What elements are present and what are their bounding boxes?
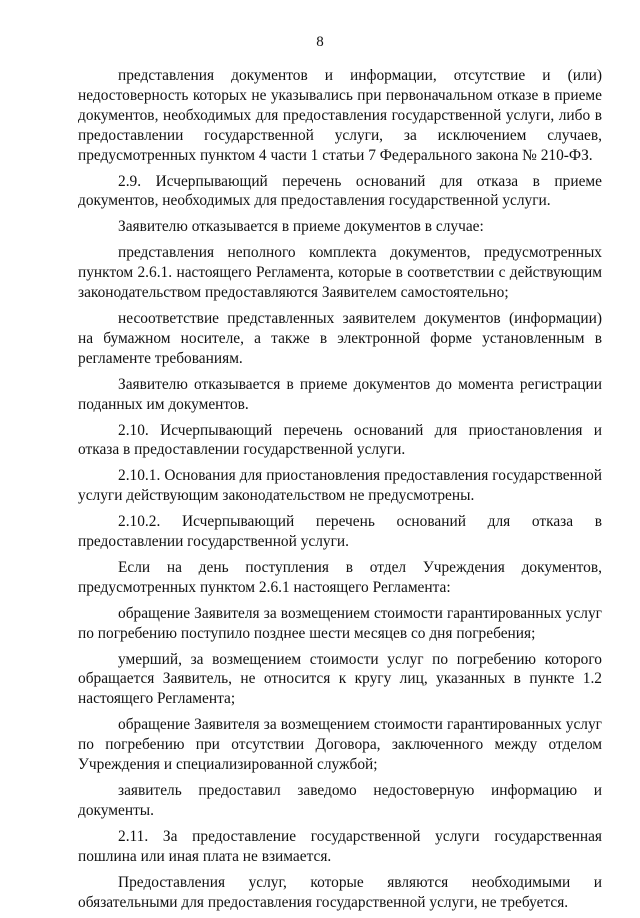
paragraph: заявитель предоставил заведомо недостоверную информацию и документы. — [78, 782, 602, 819]
paragraph: Предоставления услуг, которые являются необходимыми и обязательными для предоставления государственной услуги, не требуется. — [78, 873, 602, 911]
paragraph: несоответствие представленных заявителем документов (информации) на бумажном носителе, а также в электронной форме установленным в регламенте требованиям. — [78, 309, 602, 367]
paragraph: обращение Заявителя за возмещением стоимости гарантированных услуг по погребению при отсутствии Договора, заключенного между отделом Учреждения и специализированной службой; — [78, 716, 602, 774]
paragraph: Заявителю отказывается в приеме документов до момента регистрации поданных им документов. — [78, 375, 602, 413]
paragraph: 2.10.2. Исчерпывающий перечень оснований для отказа в предоставлении государственной услуги. — [78, 513, 602, 551]
paragraph: Если на день поступления в отдел Учреждения документов, предусмотренных пунктом 2.6.1 настоящего Регламента: — [78, 558, 602, 596]
paragraph: 2.9. Исчерпывающий перечень оснований для отказа в приеме документов, необходимых для предоставления государственной услуги. — [78, 172, 602, 210]
paragraph: Заявителю отказывается в приеме документов в случае: — [118, 218, 484, 236]
paragraph: умерший, за возмещением стоимости услуг по погребению которого обращается Заявитель, не относится к кругу лиц, указанных в пункте 1.2 настоящего Регламента; — [78, 650, 602, 708]
paragraph: 2.10.1. Основания для приостановления предоставления государственной услуги действующим законодательством не предусмотрены. — [78, 467, 602, 505]
paragraph: 2.10. Исчерпывающий перечень оснований для приостановления и отказа в предоставлении государственной услуги. — [78, 421, 602, 459]
paragraph: обращение Заявителя за возмещением стоимости гарантированных услуг по погребению поступило позднее шести месяцев со дня погребения; — [78, 604, 602, 642]
paragraph: представления документов и информации, отсутствие и (или) недостоверность которых не указывались при первоначальном отказе в приеме документов, необходимых для предоставления государственной услуги, либо в предоставлении государственной услуги, за исключением случаев, предусмотренных пунктом 4 части 1 статьи 7 Федерального закона № 210-ФЗ. — [78, 67, 602, 164]
paragraph: 2.11. За предоставление государственной услуги государственная пошлина или иная плата не взимается. — [78, 827, 602, 865]
document-body — [78, 66, 602, 918]
paragraph: представления неполного комплекта документов, предусмотренных пунктом 2.6.1. настоящего Регламента, которые в соответствии с действующим законодательством предоставляются Заявителем самостоятельно; — [78, 244, 602, 302]
page-number: 8 — [316, 34, 324, 50]
